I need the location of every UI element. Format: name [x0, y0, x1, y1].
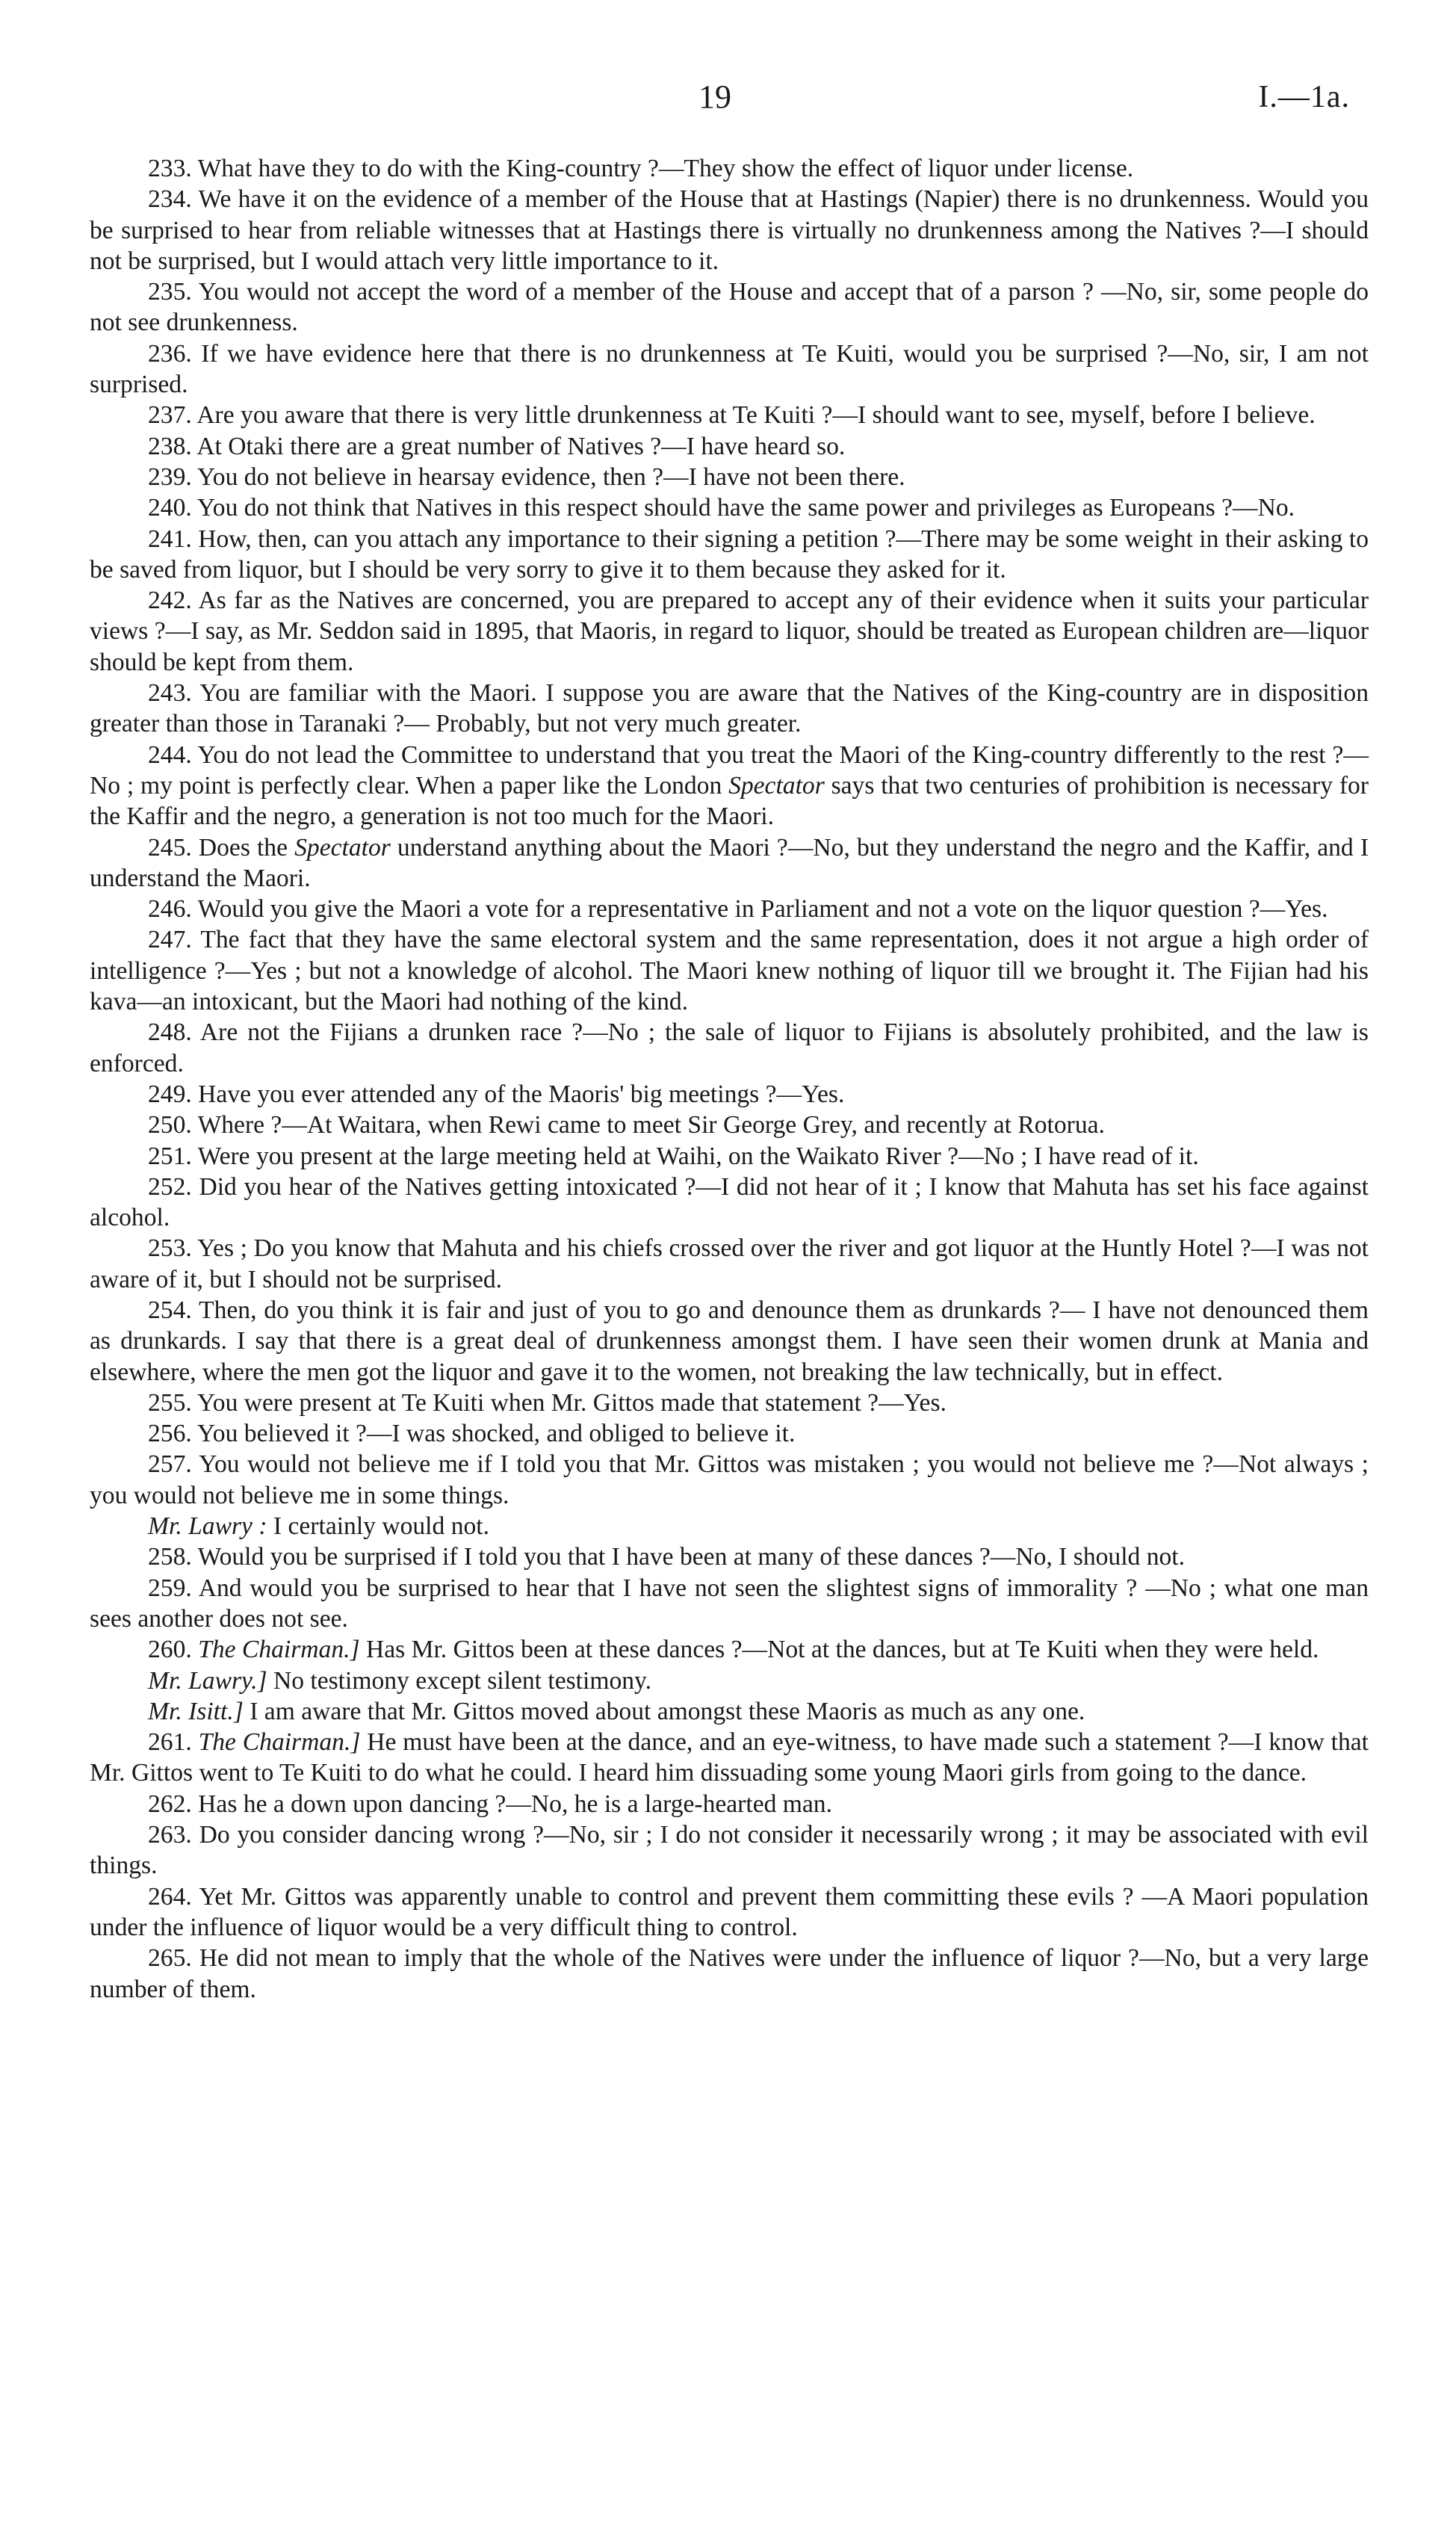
paragraph-text: Are you aware that there is very little drunkenness at Te Kuiti ?—I should want to see, myself, before I believe. — [196, 401, 1316, 430]
question-number: 258. — [148, 1543, 192, 1571]
speaker-name: Mr. Lawry.] — [148, 1666, 267, 1695]
transcript-paragraph — [90, 1418, 1369, 1449]
paragraph-text: Where ?—At Waitara, when Rewi came to meet Sir George Grey, and recently at Rotorua. — [197, 1111, 1105, 1139]
question-number: 263. — [148, 1821, 192, 1849]
transcript-paragraph — [90, 276, 1369, 338]
question-number: 243. — [148, 679, 192, 708]
transcript-paragraph — [90, 1511, 1369, 1541]
question-number: 248. — [148, 1018, 192, 1047]
speaker-name: The Chairman.] — [198, 1636, 360, 1664]
transcript-paragraph — [90, 1295, 1369, 1388]
paragraph-text: Does the — [198, 833, 295, 862]
transcript-paragraph — [90, 1573, 1369, 1635]
question-number: 259. — [148, 1574, 192, 1602]
question-number: 257. — [148, 1450, 192, 1479]
question-number: 249. — [148, 1080, 192, 1108]
paragraph-text: We have it on the evidence of a member of the House that at Hastings (Napier) there is no drunkenness. Would you be surprised to hear from reliable witnesses that at Hastings there is virtually no drunkenness among the Natives ?—I should not be surprised, but I would attach very little importance to it. — [90, 185, 1369, 275]
paragraph-text: Were you present at the large meeting held at Waihi, on the Waikato River ?—No ; I have read of it. — [197, 1142, 1199, 1170]
question-number: 238. — [148, 432, 192, 460]
question-number: 246. — [148, 895, 192, 924]
question-number: 262. — [148, 1790, 192, 1818]
paragraph-text: Has Mr. Gittos been at these dances ?—Not at the dances, but at Te Kuiti when they were held. — [366, 1636, 1319, 1664]
transcript-paragraph — [90, 1233, 1369, 1295]
question-number: 253. — [148, 1234, 192, 1263]
paragraph-text: No testimony except silent testimony. — [273, 1666, 652, 1695]
paragraph-text: As far as the Natives are concerned, you are prepared to accept any of their evidence when it suits your particular views ?—I say, as Mr. Seddon said in 1895, that Maoris, in regard to liquor, should be treated as European children are—liquor should be kept from them. — [90, 587, 1369, 676]
paragraph-text: Are not the Fijians a drunken race ?—No ; the sale of liquor to Fijians is absolutely prohibited, and the law is enforced. — [90, 1018, 1369, 1077]
paragraph-text: You would not believe me if I told you that Mr. Gittos was mistaken ; you would not believe me ?—Not always ; you would not believe me in some things. — [90, 1450, 1369, 1509]
transcript-paragraph — [90, 400, 1369, 430]
paper-reference: I.—1a. — [1258, 80, 1350, 114]
question-number: 237. — [148, 401, 192, 430]
question-number: 251. — [148, 1142, 192, 1170]
paragraph-text: You do not think that Natives in this respect should have the same power and privileges as Europeans ?—No. — [196, 494, 1295, 522]
paragraph-text: understand anything about the Maori ?—No, but they understand the negro and the Kaffir, and I understand the Maori. — [90, 833, 1369, 892]
transcript-paragraph — [90, 894, 1369, 924]
transcript-paragraph — [90, 1727, 1369, 1789]
publication-title: Spectator — [728, 771, 825, 800]
question-number: 244. — [148, 740, 192, 769]
paragraph-text: If we have evidence here that there is no drunkenness at Te Kuiti, would you be surprised ?—No, sir, I am not surprised. — [90, 339, 1369, 399]
transcript-paragraph — [90, 1172, 1369, 1234]
paragraph-text: You were present at Te Kuiti when Mr. Gittos made that statement ?—Yes. — [196, 1388, 947, 1417]
question-number: 247. — [148, 926, 192, 954]
transcript-paragraph — [90, 1789, 1369, 1819]
paragraph-text: Have you ever attended any of the Maoris' big meetings ?—Yes. — [198, 1080, 845, 1108]
transcript-paragraph — [90, 1696, 1369, 1727]
question-number: 242. — [148, 587, 192, 615]
paragraph-text: Do you consider dancing wrong ?—No, sir ; I do not consider it necessarily wrong ; it may be associated with evil things. — [90, 1821, 1369, 1880]
paragraph-text: He did not mean to imply that the whole of the Natives were under the influence of liquor ?—No, but a very large number of them. — [90, 1944, 1369, 2003]
paragraph-text: Would you give the Maori a vote for a representative in Parliament and not a vote on the liquor question ?—Yes. — [197, 895, 1328, 924]
paragraph-text: You would not accept the word of a member of the House and accept that of a parson ? —No, sir, some people do not see drunkenness. — [90, 278, 1369, 337]
transcript-paragraph — [90, 1388, 1369, 1418]
question-number: 241. — [148, 525, 192, 553]
transcript-paragraph — [90, 1666, 1369, 1696]
paragraph-text: You are familiar with the Maori. I suppose you are aware that the Natives of the King-country are in disposition greater than those in Taranaki ?— Probably, but not very much greater. — [90, 679, 1369, 738]
paragraph-text: I certainly would not. — [273, 1512, 489, 1541]
transcript-paragraph — [90, 1541, 1369, 1572]
transcript-paragraph — [90, 678, 1369, 740]
question-number: 234. — [148, 185, 192, 214]
question-number: 264. — [148, 1882, 192, 1911]
transcript-paragraph — [90, 1943, 1369, 2005]
transcript-paragraph — [90, 1110, 1369, 1140]
question-number: 236. — [148, 339, 192, 368]
transcript-paragraph — [90, 1881, 1369, 1943]
paragraph-text: You do not lead the Committee to understand that you treat the Maori of the King-country differently to the rest ?—No ; my point is perfectly clear. When a paper like the London — [90, 740, 1369, 800]
transcript-paragraph — [90, 740, 1369, 832]
question-number: 256. — [148, 1420, 192, 1448]
paragraph-text: You believed it ?—I was shocked, and obliged to believe it. — [196, 1420, 796, 1448]
question-number: 250. — [148, 1111, 192, 1139]
page-header — [0, 75, 1456, 120]
question-number: 254. — [148, 1296, 192, 1324]
paragraph-text: And would you be surprised to hear that I have not seen the slightest signs of immorality ? —No ; what one man sees another does not see. — [90, 1574, 1369, 1633]
transcript-paragraph — [90, 184, 1369, 276]
transcript-paragraph — [90, 1141, 1369, 1172]
paragraph-text: You do not believe in hearsay evidence, then ?—I have not been there. — [196, 463, 905, 491]
paragraph-text: Has he a down upon dancing ?—No, he is a large-hearted man. — [198, 1790, 832, 1818]
speaker-name: Mr. Lawry : — [148, 1512, 267, 1541]
question-number: 245. — [148, 833, 192, 862]
paragraph-text: At Otaki there are a great number of Natives ?—I have heard so. — [196, 432, 846, 460]
speaker-name: The Chairman.] — [198, 1728, 361, 1757]
paragraph-text: Yet Mr. Gittos was apparently unable to control and prevent them committing these evils ? —A Maori population under the influence of liquor would be a very difficult thing to control. — [90, 1882, 1369, 1941]
transcript-paragraph — [90, 1449, 1369, 1511]
paragraph-text: Then, do you think it is fair and just of you to go and denounce them as drunkards ?— I have not denounced them as drunkards. I say that there is a great deal of drunkenness amongst them. I have seen their women drunk at Mania and elsewhere, where the men got the liquor and gave it to the women, not breaking the law technically, but in effect. — [90, 1296, 1369, 1386]
paragraph-text: says that two centuries of prohibition is necessary for the Kaffir and the negro, a generation is not too much for the Maori. — [90, 771, 1369, 831]
publication-title: Spectator — [294, 833, 391, 862]
paragraph-text: Yes ; Do you know that Mahuta and his chiefs crossed over the river and got liquor at the Huntly Hotel ?—I was not aware of it, but I should not be surprised. — [90, 1234, 1369, 1293]
transcript-paragraph — [90, 492, 1369, 523]
page-number: 19 — [698, 78, 731, 115]
transcript-paragraph — [90, 1634, 1369, 1665]
question-number: 252. — [148, 1172, 192, 1201]
question-number: 233. — [148, 155, 192, 182]
question-number: 235. — [148, 278, 192, 306]
transcript-paragraph — [90, 524, 1369, 586]
transcript-paragraph — [90, 585, 1369, 678]
transcript-paragraph — [90, 1017, 1369, 1079]
paragraph-text: I am aware that Mr. Gittos moved about amongst these Maoris as much as any one. — [250, 1697, 1085, 1725]
question-number: 265. — [148, 1944, 192, 1973]
paragraph-text: The fact that they have the same electoral system and the same representation, does it not argue a high order of intelligence ?—Yes ; but not a knowledge of alcohol. The Maori knew nothing of liquor till we brought it. The Fijian had his kava—an intoxicant, but the Maori had nothing of the kind. — [90, 926, 1369, 1016]
paragraph-text: How, then, can you attach any importance to their signing a petition ?—There may be some weight in their asking to be saved from liquor, but I should be very sorry to give it to them because they asked for it. — [90, 525, 1369, 584]
transcript-paragraph — [90, 924, 1369, 1017]
transcript-paragraph — [90, 431, 1369, 462]
question-number: 261. — [148, 1728, 192, 1757]
transcript-paragraph — [90, 153, 1369, 184]
paragraph-text: He must have been at the dance, and an eye-witness, to have made such a statement ?—I know that Mr. Gittos went to Te Kuiti to do what he could. I heard him dissuading some young Maori girls from going to the dance. — [90, 1728, 1369, 1787]
question-number: 255. — [148, 1388, 192, 1417]
transcript-paragraph — [90, 1079, 1369, 1110]
paragraph-text: Did you hear of the Natives getting intoxicated ?—I did not hear of it ; I know that Mahuta has set his face against alcohol. — [90, 1172, 1369, 1232]
transcript-paragraph — [90, 338, 1369, 401]
paragraph-text: Would you be surprised if I told you that I have been at many of these dances ?—No, I should not. — [197, 1543, 1186, 1571]
speaker-name: Mr. Isitt.] — [148, 1697, 244, 1725]
evidence-transcript — [90, 153, 1369, 2005]
paragraph-text: What have they to do with the King-country ?—They show the effect of liquor under license. — [197, 155, 1134, 182]
question-number: 240. — [148, 494, 192, 522]
question-number: 239. — [148, 463, 192, 491]
transcript-paragraph — [90, 1819, 1369, 1881]
transcript-paragraph — [90, 832, 1369, 894]
transcript-paragraph — [90, 462, 1369, 492]
question-number: 260. — [148, 1636, 192, 1664]
